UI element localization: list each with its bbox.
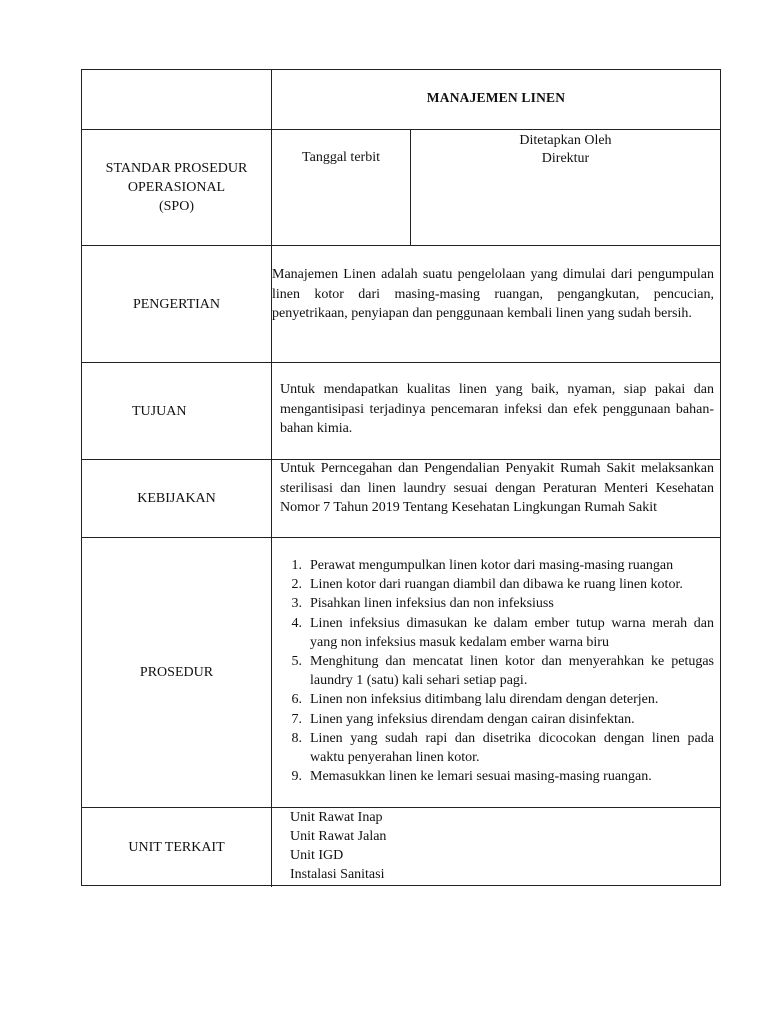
spo-label: STANDAR PROSEDUR OPERASIONAL (SPO): [82, 130, 272, 245]
procedure-step: [280, 767, 714, 786]
kebijakan-text: Untuk Perncegahan dan Pengendalian Penyakit Rumah Sakit melaksankan sterilisasi dan linen laundry sesuai dengan Peraturan Menteri Kesehatan Nomor 7 Tahun 2019 Tentang Kesehatan Lingkungan Rumah Sakit: [280, 461, 714, 515]
approval-by-label: Ditetapkan Oleh: [519, 133, 612, 148]
procedure-step-text: Menghitung dan mencatat linen kotor dan menyerahkan ke petugas laundry 1 (satu) kali sehari setiap pagi.: [310, 654, 714, 689]
approval-cell: [411, 130, 720, 245]
prosedur-label: PROSEDUR: [82, 538, 272, 807]
title-row: [82, 70, 720, 130]
logo-cell: [82, 70, 272, 129]
procedure-step: [280, 690, 714, 709]
procedure-step-number: 6.: [291, 692, 302, 708]
procedure-step: [280, 614, 714, 652]
procedure-step-text: Pisahkan linen infeksius dan non infeksiuss: [310, 596, 554, 612]
issue-date-cell: [272, 130, 411, 245]
kebijakan-cell: [272, 460, 720, 537]
procedure-step-text: Linen infeksius dimasukan ke dalam ember tutup warna merah dan yang non infeksius masuk kedalam ember warna biru: [310, 615, 714, 650]
procedure-step: [280, 556, 714, 575]
procedure-step: [280, 652, 714, 690]
procedure-step-text: Linen yang infeksius direndam dengan cairan disinfektan.: [310, 711, 635, 727]
unit-item: Unit Rawat Jalan: [290, 829, 387, 844]
unit-terkait-cell: [272, 808, 720, 887]
procedure-step: [280, 729, 714, 767]
pengertian-cell: [272, 246, 720, 362]
procedure-step-number: 3.: [291, 596, 302, 612]
procedure-step-text: Linen non infeksius ditimbang lalu direndam dengan deterjen.: [310, 692, 659, 708]
procedure-list: [280, 556, 714, 786]
pengertian-label: PENGERTIAN: [82, 246, 272, 362]
procedure-step-text: Memasukkan linen ke lemari sesuai masing-masing ruangan.: [310, 769, 652, 785]
procedure-step-number: 9.: [291, 769, 302, 785]
title-cell: [272, 70, 720, 129]
tujuan-label: TUJUAN: [82, 363, 272, 459]
document-title: MANAJEMEN LINEN: [426, 90, 566, 105]
unit-item: Instalasi Sanitasi: [290, 867, 385, 882]
procedure-step-text: Perawat mengumpulkan linen kotor dari masing-masing ruangan: [310, 558, 674, 573]
prosedur-cell: [272, 538, 720, 807]
procedure-step: [280, 710, 714, 729]
procedure-step-number: 4.: [291, 615, 302, 631]
procedure-step: [280, 594, 714, 613]
spo-row: [82, 130, 720, 246]
tujuan-row: [82, 363, 720, 460]
procedure-step: [280, 575, 714, 594]
unit-list: [290, 808, 386, 884]
spo-document: [81, 69, 721, 886]
procedure-step-number: 5.: [291, 654, 302, 670]
pengertian-text: Manajemen Linen adalah suatu pengelolaan yang dimulai dari pengumpulan linen kotor dari masing-masing ruangan, pengangkutan, pencucian, penyetrikaan, penyiapan dan penggunaan kembali linen yang sudah bersih.: [272, 267, 714, 321]
procedure-step-text: Linen kotor dari ruangan diambil dan dibawa ke ruang linen kotor.: [310, 577, 683, 593]
kebijakan-row: [82, 460, 720, 538]
kebijakan-label: KEBIJAKAN: [82, 460, 272, 537]
unit-item: Unit Rawat Inap: [290, 810, 383, 825]
approval-role: Direktur: [541, 151, 590, 166]
tujuan-cell: [272, 363, 720, 459]
prosedur-row: [82, 538, 720, 808]
procedure-step-number: 7.: [291, 711, 302, 727]
procedure-step-number: 1.: [291, 558, 302, 573]
pengertian-row: [82, 246, 720, 363]
tujuan-text: Untuk mendapatkan kualitas linen yang baik, nyaman, siap pakai dan mengantisipasi terjadinya pencemaran infeksi dan efek penggunaan bahan-bahan kimia.: [280, 382, 714, 436]
procedure-step-text: Linen yang sudah rapi dan disetrika dicocokan dengan linen pada waktu penyerahan linen kotor.: [310, 730, 714, 766]
unit-terkait-label: UNIT TERKAIT: [82, 808, 272, 887]
unit-terkait-row: [82, 808, 720, 887]
unit-item: Unit IGD: [290, 848, 344, 863]
spo-info: [272, 130, 720, 245]
issue-date-label: Tanggal terbit: [302, 150, 380, 165]
procedure-step-number: 2.: [291, 577, 302, 593]
procedure-step-number: 8.: [291, 730, 302, 746]
